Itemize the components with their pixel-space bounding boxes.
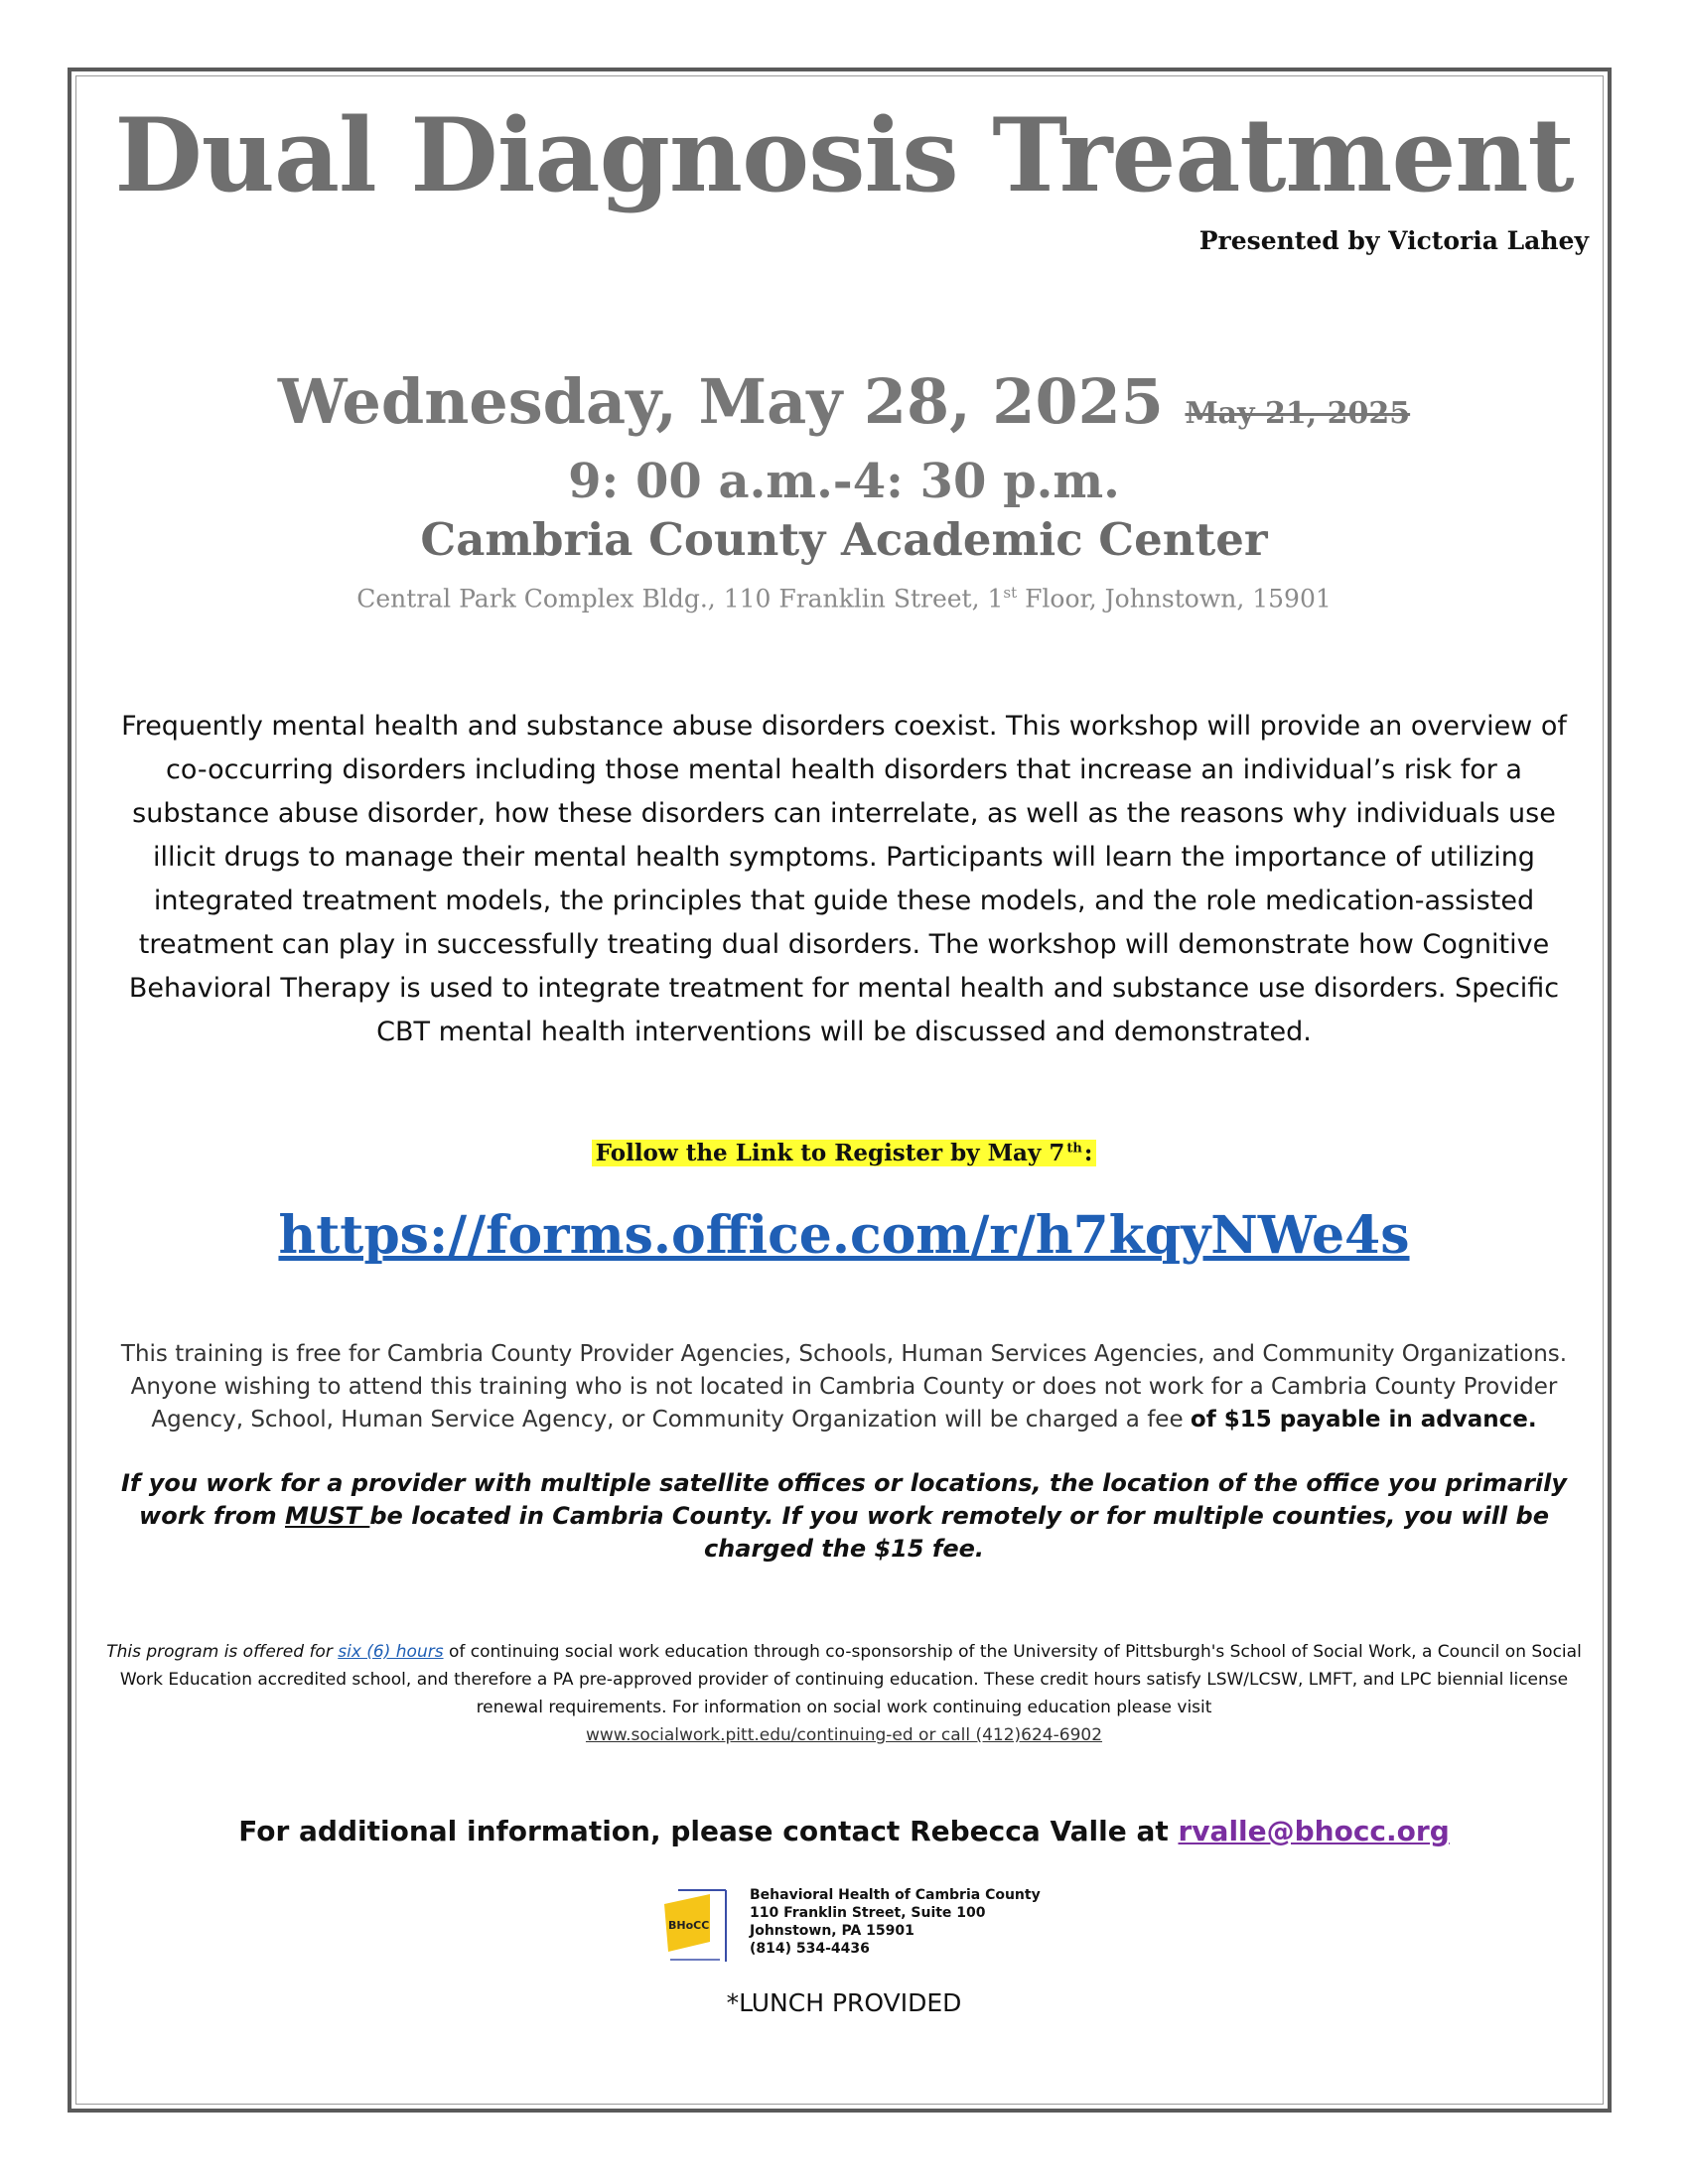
event-time: 9: 00 a.m.-4: 30 p.m. [568,454,1120,509]
must-emphasis: MUST [284,1502,370,1530]
organization-street: 110 Franklin Street, Suite 100 [750,1905,986,1921]
event-date-old: May 21, 2025 [1185,396,1411,431]
fee-amount: of $15 payable in advance. [1190,1407,1537,1433]
workshop-description: Frequently mental health and substance abuse disorders coexist. This workshop will provide an overview of co-occurring disorders including those mental health disorders that increase an individual’s risk for a substance abuse disorder, how these disorders can interrelate, as well as the reasons why individuals use illicit drugs to manage their mental health symptoms. Participants will learn the importance of utilizing integrated treatment models, the principles that guide these models, and the role medication-assisted treatment can play in successfully treating dual disorders. The workshop will demonstrate how Cognitive Behavioral Therapy is used to integrate treatment for mental health and substance use disorders. Specific CBT mental health interventions will be discussed and demonstrated. [121,711,1567,1047]
registration-link[interactable]: https://forms.office.com/r/h7kqyNWe4s [278,1205,1410,1266]
organization-address [750,1886,1041,1958]
organization-name: Behavioral Health of Cambria County [750,1887,1041,1903]
fee-info: This training is free for Cambria County Provider Agencies, Schools, Human Services Agencies, and Community Organizations. Anyone wishing to attend this training who is not located in Cambria County or does not work for a Cambria County Provider Agency, School, Human Service Agency, or Community Organization will be charged a fee of $15 payable in advance. [120,1341,1568,1433]
event-date-current: Wednesday, May 28, 2025 [277,365,1164,438]
ce-website-link[interactable]: www.socialwork.pitt.edu/continuing-ed or call (412)624-6902 [585,1725,1103,1745]
continuing-education-info: This program is offered for six (6) hours of continuing social work education through co-sponsorship of the University of Pittsburgh's School of Social Work, a Council on Social Work Education accredited school, and therefore a PA pre-approved provider of continuing education. These credit hours satisfy LSW/LCSW, LMFT, and LPC biennial license renewal requirements. For information on social work continuing education please visit www.socialwork.pitt.edu/continuing-ed or call (412)624-6902 [106,1642,1582,1745]
ce-hours-link[interactable]: six (6) hours [338,1642,444,1662]
event-address: Central Park Complex Bldg., 110 Franklin Street, 1st Floor, Johnstown, 15901 [356,584,1332,614]
organization-phone: (814) 534-4436 [750,1941,870,1957]
contact-email-link[interactable]: rvalle@bhocc.org [1178,1815,1450,1847]
event-venue: Cambria County Academic Center [420,513,1268,566]
register-instruction: Follow the Link to Register by May 7 $^{th}$: [79,1132,1609,1170]
event-date [79,362,1609,454]
contact-line: For additional information, please contact Rebecca Valle at rvalle@bhocc.org [238,1815,1450,1847]
bhocc-logo-icon [660,1886,728,1966]
fee-location-note: If you work for a provider with multiple satellite offices or locations, the location of the office you primarily work from MUST be located in Cambria County. If you work remotely or for multiple counties, you will be charged the $15 fee. [120,1469,1568,1563]
presenter-credit: Presented by Victoria Lahey [1198,226,1589,255]
organization-block [660,1886,1077,1966]
svg-text:BHoCC: BHoCC [668,1919,710,1932]
lunch-note: *LUNCH PROVIDED [726,1988,962,2017]
organization-city: Johnstown, PA 15901 [750,1923,914,1939]
registration-link-row [79,1201,1609,1271]
page-title: Dual Diagnosis Treatment [114,96,1574,215]
